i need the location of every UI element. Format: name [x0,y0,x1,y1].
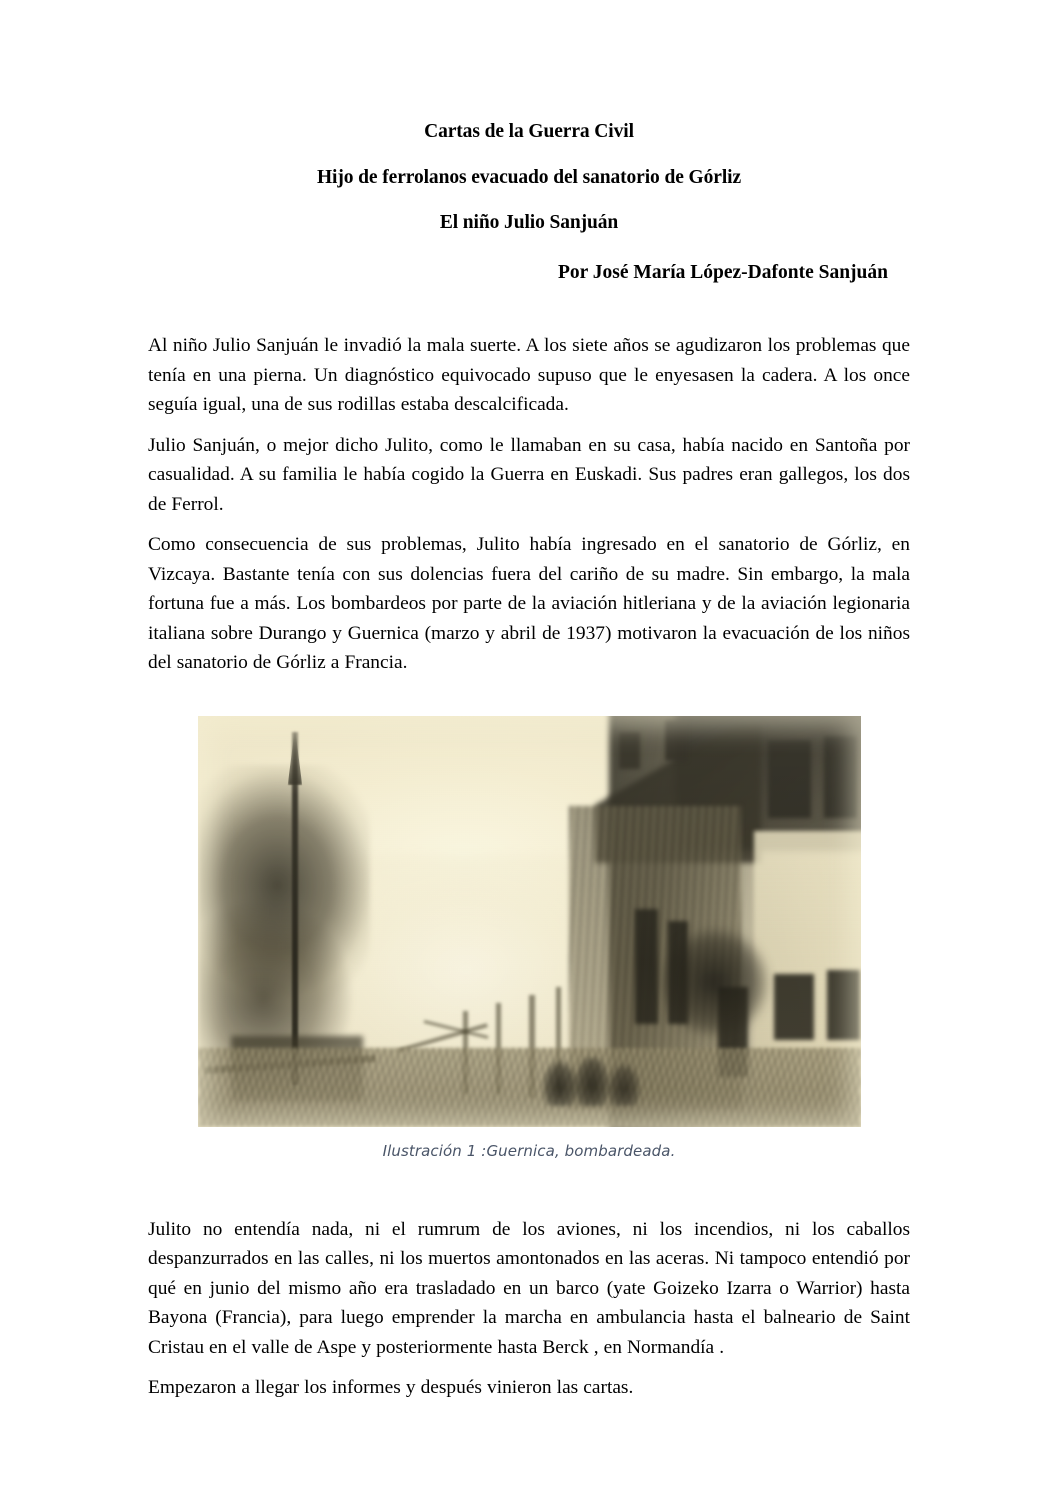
figure-caption: Ilustración 1 :Guernica, bombardeada. [382,1141,676,1160]
page-title: Cartas de la Guerra Civil [424,121,634,142]
document-content [148,0,910,1403]
body-paragraph-2: Julio Sanjuán, o mejor dicho Julito, como le llamaban en su casa, había nacido en Santoña por casualidad. A su familia le había cogido la Guerra en Euskadi. Sus padres eran gallegos, los dos de Ferrol. [148,434,910,515]
photo-chimney-right [665,720,688,761]
photo-burn-shadow [662,929,768,1036]
photo-rubble-ground [198,1048,861,1126]
body-paragraph-5: Empezaron a llegar los informes y después vinieron las cartas. [148,1377,634,1398]
body-paragraph-3: Como consecuencia de sus problemas, Julito había ingresado en el sanatorio de Górliz, en Vizcaya. Bastante tenía con sus dolencias fuera del cariño de su madre. Sin embargo, la mala fortuna fue a más. Los bombardeos por parte de la aviación hitleriana y de la aviación legionaria italiana sobre Durango y Guernica (marzo y abril de 1937) motivaron la evacuación de los niños del sanatorio de Górliz a Francia. [148,534,910,673]
document-subtitle-secondary: El niño Julio Sanjuán [439,212,619,233]
guernica-photograph [198,716,861,1127]
photo-window-2 [824,736,857,818]
photo-chimney-left [619,732,640,769]
body-paragraph-4: Julito no entendía nada, ni el rumrum de los aviones, ni los incendios, ni los caballos despanzurrados en las calles, ni los muertos amontonados en las aceras. Ni tampoco entendió por qué en junio del mismo año era trasladado en un barco (yate Goizeko Izarra o Warrior) hasta Bayona (Francia), para luego emprender la marcha en ambulancia hasta el balneario de Saint Cristau en el valle de Aspe y posteriormente hasta Berck , en Normandía . [148,1218,910,1358]
figure-guernica [148,689,910,1160]
photo-window-3 [774,974,814,1040]
body-paragraph-1: Al niño Julio Sanjuán le invadió la mala suerte. A los siete años se agudizaron los problemas que tenía en una pierna. Un diagnóstico equivocado supuso que le enyesasen la cadera. A los once seguía igual, una de sus rodillas estaba descalcificada. [148,335,910,415]
document-subtitle: Hijo de ferrolanos evacuado del sanatorio de Górliz [316,166,742,188]
author-byline: Por José María López-Dafonte Sanjuán [557,261,888,283]
photo-window-4 [827,970,860,1040]
photo-window-1 [768,740,811,818]
photo-window-6 [635,909,658,1024]
photo-figures-people [542,1057,641,1106]
